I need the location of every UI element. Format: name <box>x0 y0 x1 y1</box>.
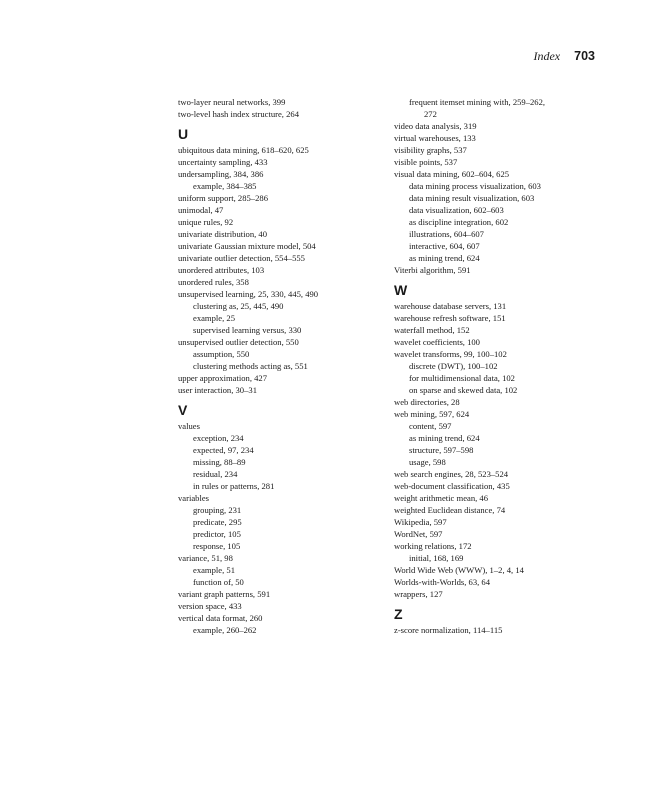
index-subentry: for multidimensional data, 102 <box>409 373 515 383</box>
index-entry: two-layer neural networks, 399 <box>178 97 286 107</box>
index-entry: z-score normalization, 114–115 <box>394 625 503 635</box>
index-subentry: example, 51 <box>193 565 235 575</box>
index-entry: wrappers, 127 <box>394 589 443 599</box>
index-entry: upper approximation, 427 <box>178 373 268 383</box>
section-letter: W <box>394 282 408 298</box>
index-entry: weighted Euclidean distance, 74 <box>394 505 506 515</box>
index-subentry: supervised learning versus, 330 <box>193 325 302 335</box>
index-entry: warehouse database servers, 131 <box>394 301 507 311</box>
index-entry: variables <box>178 493 210 503</box>
section-letter: Z <box>394 606 403 622</box>
index-subentry: example, 260–262 <box>193 625 257 635</box>
index-entry: WordNet, 597 <box>394 529 443 539</box>
index-subentry: discrete (DWT), 100–102 <box>409 361 498 371</box>
index-subentry: in rules or patterns, 281 <box>193 481 275 491</box>
index-entry: variant graph patterns, 591 <box>178 589 271 599</box>
page-number: 703 <box>574 49 595 63</box>
section-letter: U <box>178 126 189 142</box>
index-entry: waterfall method, 152 <box>394 325 470 335</box>
index-entry: univariate distribution, 40 <box>178 229 268 239</box>
index-entry: working relations, 172 <box>394 541 472 551</box>
index-entry: web directories, 28 <box>394 397 460 407</box>
index-subentry: response, 105 <box>193 541 241 551</box>
running-header <box>533 49 595 64</box>
index-subentry: as discipline integration, 602 <box>409 217 509 227</box>
index-entry: web-document classification, 435 <box>394 481 510 491</box>
index-entry: web mining, 597, 624 <box>394 409 470 419</box>
index-entry: warehouse refresh software, 151 <box>394 313 506 323</box>
index-entry: wavelet transforms, 99, 100–102 <box>394 349 507 359</box>
index-entry: two-level hash index structure, 264 <box>178 109 299 119</box>
index-subentry: as mining trend, 624 <box>409 253 480 263</box>
index-subentry: exception, 234 <box>193 433 244 443</box>
index-entry: visibility graphs, 537 <box>394 145 467 155</box>
index-entry: uncertainty sampling, 433 <box>178 157 268 167</box>
index-subentry: example, 25 <box>193 313 235 323</box>
index-subentry: clustering methods acting as, 551 <box>193 361 308 371</box>
index-entry: vertical data format, 260 <box>178 613 263 623</box>
index-subentry: example, 384–385 <box>193 181 257 191</box>
index-subentry: predicate, 295 <box>193 517 242 527</box>
index-subentry: content, 597 <box>409 421 452 431</box>
index-subentry: data mining result visualization, 603 <box>409 193 535 203</box>
index-entry: univariate Gaussian mixture model, 504 <box>178 241 316 251</box>
index-subentry: data visualization, 602–603 <box>409 205 504 215</box>
index-subentry: function of, 50 <box>193 577 244 587</box>
index-subentry: frequent itemset mining with, 259–262, <box>409 97 546 107</box>
index-subentry: assumption, 550 <box>193 349 250 359</box>
index-entry: unordered rules, 358 <box>178 277 249 287</box>
index-subentry: structure, 597–598 <box>409 445 474 455</box>
index-entry: wavelet coefficients, 100 <box>394 337 480 347</box>
index-subentry: clustering as, 25, 445, 490 <box>193 301 284 311</box>
index-subentry: predictor, 105 <box>193 529 241 539</box>
index-entry: web search engines, 28, 523–524 <box>394 469 509 479</box>
index-entry: Viterbi algorithm, 591 <box>394 265 471 275</box>
index-subentry: usage, 598 <box>409 457 446 467</box>
index-subentry: illustrations, 604–607 <box>409 229 484 239</box>
index-entry: version space, 433 <box>178 601 242 611</box>
index-subentry: expected, 97, 234 <box>193 445 254 455</box>
index-column-right <box>394 96 604 636</box>
index-entry: Wikipedia, 597 <box>394 517 447 527</box>
index-column-left <box>178 96 378 636</box>
section-letter: V <box>178 402 188 418</box>
index-entry: World Wide Web (WWW), 1–2, 4, 14 <box>394 565 524 575</box>
index-entry: unimodal, 47 <box>178 205 224 215</box>
index-entry: unordered attributes, 103 <box>178 265 265 275</box>
index-entry: ubiquitous data mining, 618–620, 625 <box>178 145 309 155</box>
index-entry: univariate outlier detection, 554–555 <box>178 253 305 263</box>
index-entry: video data analysis, 319 <box>394 121 477 131</box>
index-entry: uniform support, 285–286 <box>178 193 268 203</box>
index-entry: unsupervised learning, 25, 330, 445, 490 <box>178 289 319 299</box>
index-entry: weight arithmetic mean, 46 <box>394 493 489 503</box>
index-subentry: grouping, 231 <box>193 505 242 515</box>
index-subentry: as mining trend, 624 <box>409 433 480 443</box>
index-entry: variance, 51, 98 <box>178 553 233 563</box>
index-entry: visual data mining, 602–604, 625 <box>394 169 510 179</box>
index-subentry: initial, 168, 169 <box>409 553 464 563</box>
index-entry: values <box>178 421 200 431</box>
index-entry: Worlds-with-Worlds, 63, 64 <box>394 577 491 587</box>
index-subentry: missing, 88–89 <box>193 457 246 467</box>
index-entry: unsupervised outlier detection, 550 <box>178 337 299 347</box>
index-subentry-continuation: 272 <box>424 109 437 119</box>
index-entry: undersampling, 384, 386 <box>178 169 264 179</box>
index-subentry: on sparse and skewed data, 102 <box>409 385 518 395</box>
index-entry: user interaction, 30–31 <box>178 385 257 395</box>
index-entry: visible points, 537 <box>394 157 458 167</box>
index-subentry: interactive, 604, 607 <box>409 241 480 251</box>
index-entry: unique rules, 92 <box>178 217 234 227</box>
index-entry: virtual warehouses, 133 <box>394 133 476 143</box>
index-subentry: data mining process visualization, 603 <box>409 181 541 191</box>
header-title: Index <box>533 49 561 63</box>
index-subentry: residual, 234 <box>193 469 238 479</box>
